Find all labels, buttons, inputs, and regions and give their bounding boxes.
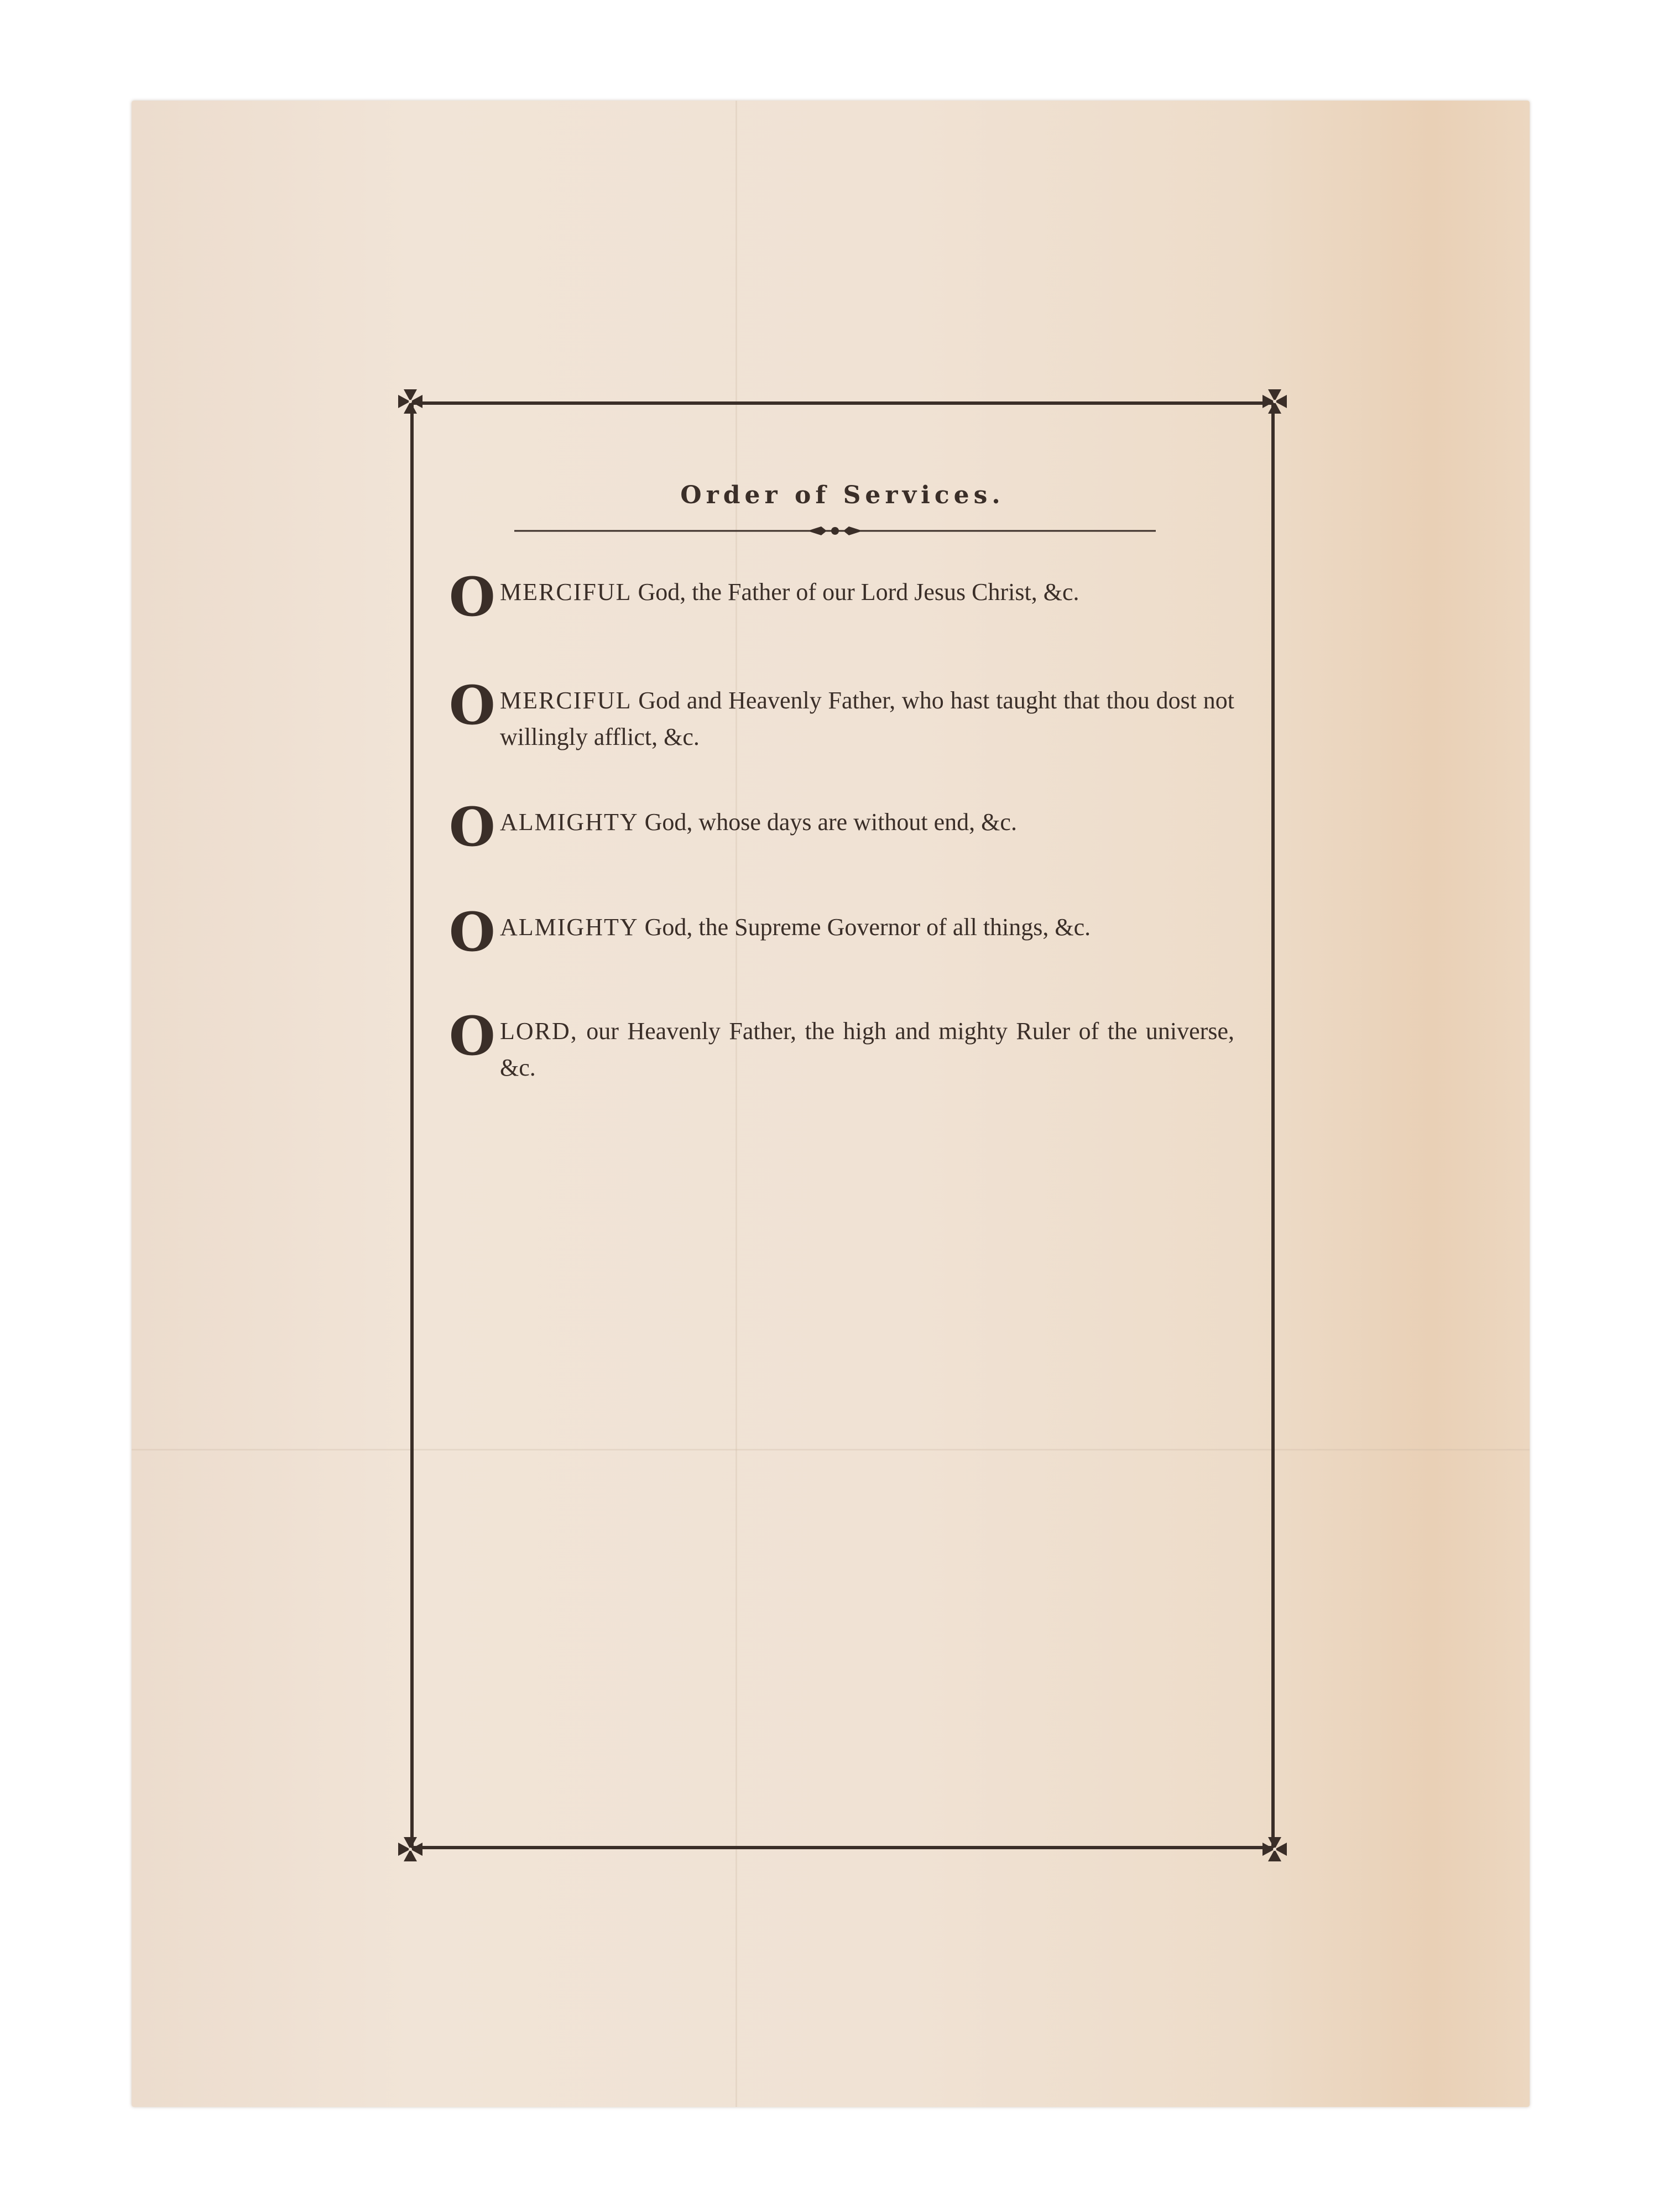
decorative-initial: O [449, 796, 495, 858]
entry-text [500, 909, 1234, 946]
ornamental-rule-icon [514, 520, 1156, 542]
decorative-initial: O [449, 901, 495, 963]
maltese-cross-icon [396, 1835, 425, 1864]
entry-rest: God, the Father of our Lord Jesus Christ, &c. [632, 578, 1079, 606]
maltese-cross-icon [1260, 1835, 1289, 1864]
entry-caps: MERCIFUL [500, 578, 632, 606]
entry-rest: God and Heavenly Father, who hast taught that thou dost not willingly afflict, &c. [500, 687, 1234, 750]
decorative-initial: O [449, 674, 495, 737]
entry-caps: LORD, [500, 1018, 578, 1045]
decorative-initial: O [449, 566, 495, 628]
entry-text [500, 574, 1234, 611]
maltese-cross-icon [1260, 387, 1289, 416]
decorative-initial: O [449, 1005, 495, 1067]
entry-rest: God, the Supreme Governor of all things, &c. [638, 914, 1091, 941]
entry-rest: our Heavenly Father, the high and mighty Ruler of the universe, &c. [500, 1018, 1234, 1081]
entry-text [500, 804, 1234, 841]
entry-caps: MERCIFUL [500, 687, 632, 714]
entry-caps: ALMIGHTY [500, 914, 639, 941]
entry-text [500, 1013, 1234, 1086]
entry-caps: ALMIGHTY [500, 808, 639, 836]
entry-text [500, 682, 1234, 755]
maltese-cross-icon [396, 387, 425, 416]
decorative-frame [410, 401, 1275, 1849]
document-title: Order of Services. [680, 481, 1005, 509]
entry-rest: God, whose days are without end, &c. [638, 808, 1017, 836]
